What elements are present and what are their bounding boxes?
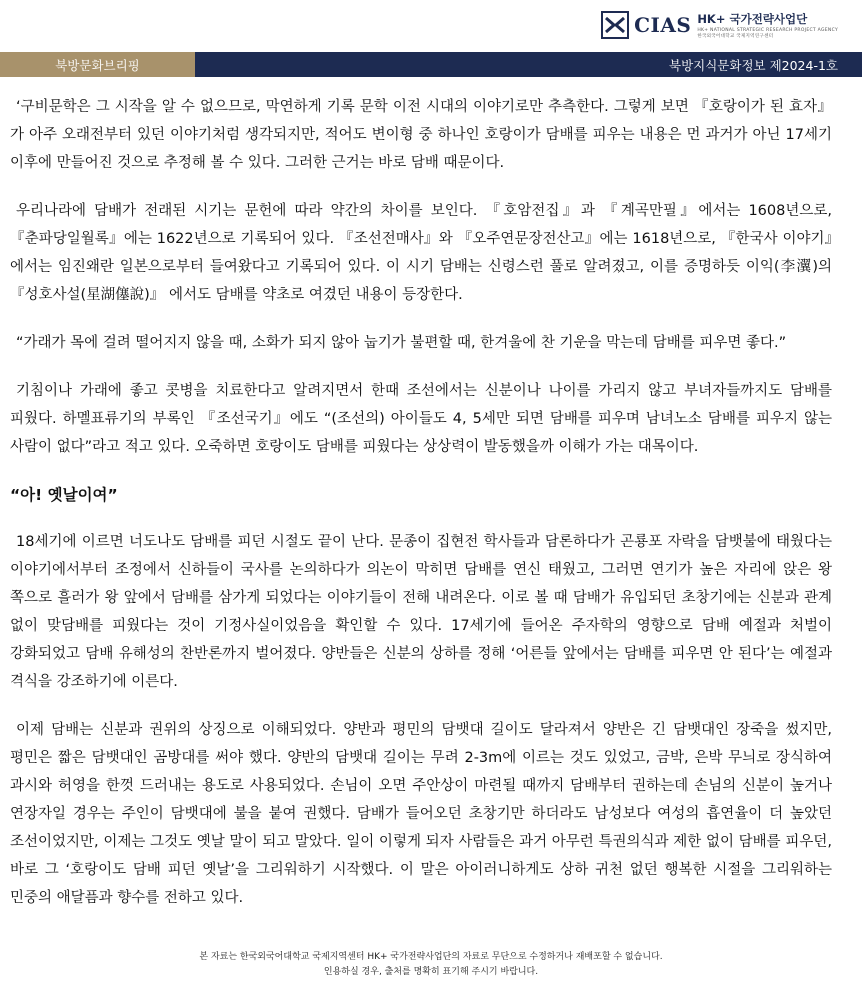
series-label: 북방문화브리핑 [0,52,195,77]
copyright-footer [0,950,862,980]
paragraph-4: 기침이나 가래에 좋고 콧병을 치료한다고 알려지면서 한때 조선에서는 신분이나 나이를 가리지 않고 부녀자들까지도 담배를 피웠다. 하멜표류기의 부록인 『조선국기』에도 “(조선의) 아이들도 4, 5세만 되면 담배를 피우며 남녀노소 담배를 피우지 않는 사람이 없다”라고 적고 있다. 오죽하면 호랑이도 담배를 피웠다는 상상력이 발동했을까 이해가 가는 대목이다. [10,383,832,455]
footer-line-2: 인용하실 경우, 출처를 명확히 표기해 주시기 바랍니다. [323,967,539,977]
section-heading: “아! 옛날이여” [10,486,118,504]
logo-title: HK+ 국가전략사업단 [697,12,808,26]
quote-paragraph: “가래가 목에 걸려 떨어지지 않을 때, 소화가 되지 않아 눕기가 불편할 때, 한겨울에 찬 기운을 막는데 담배를 피우면 좋다.” [16,335,787,351]
page-header [0,0,862,50]
logo-subtitle-en: HK+ NATIONAL STRATEGIC RESEARCH PROJECT AGENCY [697,28,838,33]
paragraph-1: ‘구비문학은 그 시작을 알 수 없으므로, 막연하게 기록 문학 이전 시대의 이야기로만 추측한다. 그렇게 보면 『호랑이가 된 효자』가 아주 오래전부터 있던 이야기처럼 생각되지만, 적어도 변이형 중 하나인 호랑이가 담배를 피우는 내용은 먼 과거가 아닌 17세기 이후에 만들어진 것으로 추정해 볼 수 있다. 그러한 근거는 바로 담배 때문이다. [10,99,832,171]
logo-wordmark: CIAS [634,13,692,37]
article-body [10,93,832,932]
footer-line-1: 본 자료는 한국외국어대학교 국제지역센터 HK+ 국가전략사업단의 자료로 무단으로 수정하거나 재배포할 수 없습니다. [199,952,663,962]
issue-label: 북방지식문화정보 제2024-1호 [195,52,862,77]
paragraph-2: 우리나라에 담배가 전래된 시기는 문헌에 따라 약간의 차이를 보인다. 『호암전집』과 『계곡만필』에서는 1608년으로, 『춘파당일월록』에는 1622년으로 기록되어 있다. 『조선전매사』와 『오주연문장전산고』에는 1618년으로, 『한국사 이야기』에서는 임진왜란 일본으로부터 들여왔다고 기록되어 있다. 이 시기 담배는 신령스런 풀로 알려졌고, 이를 증명하듯 이익(李瀷)의 『성호사설(星湖僿說)』 에서도 담배를 약초로 여겼던 내용이 등장한다. [10,203,832,303]
title-banner [0,52,862,77]
cias-logo [600,10,838,40]
logo-subtitle-ko: 한국외국어대학교 국제지역연구센터 [697,34,774,39]
paragraph-5: 18세기에 이르면 너도나도 담배를 피던 시절도 끝이 난다. 문종이 집현전 학사들과 담론하다가 곤룡포 자락을 담뱃불에 태웠다는 이야기에서부터 조정에서 신하들이 국사를 논의하다가 의논이 막히면 담배를 연신 태웠고, 그러면 연기가 높은 자리에 앉은 왕 쪽으로 흘러가 왕 앞에서 담배를 삼가게 되었다는 이야기들이 전해 내려온다. 이로 볼 때 담배가 유입되던 초창기에는 신분과 관계 없이 맞담배를 피웠다는 것이 기정사실이었음을 확인할 수 있다. 17세기에 들어온 주자학의 영향으로 담배 예절과 처벌이 강화되었고 담배 유해성의 찬반론까지 벌어졌다. 양반들은 신분의 상하를 정해 ‘어른들 앞에서는 담배를 피우면 안 된다’는 예절과 격식을 강조하기에 이른다. [10,534,832,690]
cias-emblem-icon [600,10,630,40]
paragraph-6: 이제 담배는 신분과 권위의 상징으로 이해되었다. 양반과 평민의 담뱃대 길이도 달라져서 양반은 긴 담뱃대인 장죽을 썼지만, 평민은 짧은 담뱃대인 곰방대를 써야 했다. 양반의 담뱃대 길이는 무려 2-3m에 이르는 것도 있었고, 금박, 은박 무늬로 장식하여 과시와 허영을 한껏 드러내는 용도로 사용되었다. 손님이 오면 주안상이 마련될 때까지 담배부터 권하는데 손님의 신분이 높거나 연장자일 경우는 주인이 담뱃대에 불을 붙여 권했다. 담배가 들어오던 초창기만 하더라도 남성보다 여성의 흡연율이 더 높았던 조선이었지만, 이제는 그것도 옛날 말이 되고 말았다. 일이 이렇게 되자 사람들은 과거 아무런 특권의식과 제한 없이 담배를 피우던, 바로 그 ‘호랑이도 담배 피던 옛날’을 그리워하기 시작했다. 이 말은 아이러니하게도 상하 귀천 없던 행복한 시절을 그리워하는 민중의 애달픔과 향수를 전하고 있다. [10,722,832,906]
